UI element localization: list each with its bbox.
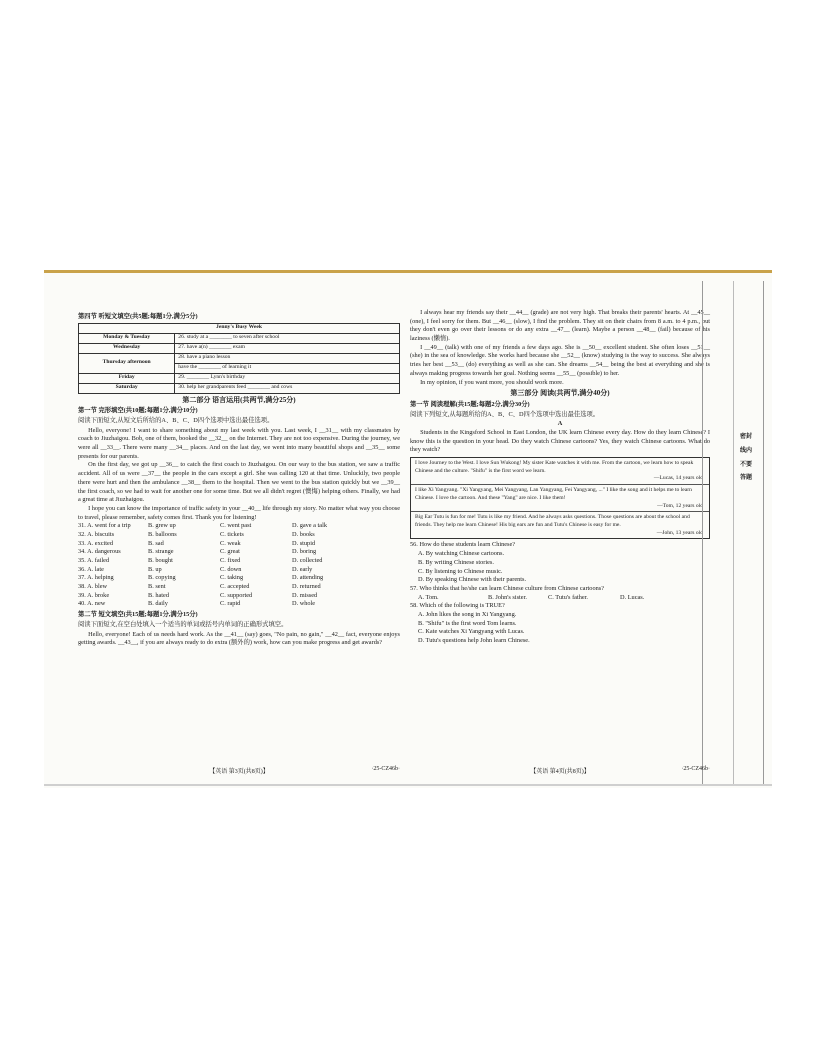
quote-entry (411, 512, 709, 538)
part-2-title: 第二部分 语言运用(共两节,满分25分) (182, 395, 296, 404)
answer-option: B. John's sister. (488, 593, 527, 601)
right-code: ·25-CZ46b· (681, 766, 710, 772)
question-58: 58. Which of the following is TRUE? (410, 602, 505, 610)
option: D. collected (292, 557, 323, 565)
cloze-instructions: 阅读下面短文,从短文后所给的A、B、C、D四个选项中选出最佳选项。 (78, 417, 274, 425)
fill-blank-paragraph: Hello, everyone! Each of us needs hard work. As the __41__ (say) goes, "No pain, no gain," __42__ fact, everyone enjoys getting awards. __43__, if you are always ready to do extra (额外的) work, how can you make progress and get awards? (78, 630, 400, 647)
quote-text: I like Xi Yangyang. "Xi Yangyang, Mei Yangyang, Lan Yangyang, Fei Yangyang, ..." I like the song and it helps me to learn Chinese. I love the cartoon. And these "Yang" are nice. I like them! (415, 487, 692, 501)
answer-option: A. John likes the song in Xi Yangyang. (418, 610, 517, 618)
sheet-bottom-edge (44, 784, 772, 786)
cloze-paragraph-2: On the first day, we got up __36__ to catch the first coach to Jiuzhaigou. On our way to the bus station, we saw a traffic accident. All of us were __37__ the people in the cars except a girl. She was calling 120 at that time. Unluckily, two people there were hurt and then the ambulance __38__ them to the hospital. Then we went to the bus station quickly but we __39__ the first coach, so we had to wait for another one for some time. But we all didn't regret (懊悔) helping others. Finally, we had a great time at Jiuzhaigou. (78, 461, 400, 504)
option: 35. A. failed (78, 557, 110, 565)
reading-instructions: 阅读下列短文,从每题所给的A、B、C、D四个选项中选出最佳选项。 (410, 410, 600, 418)
option: C. down (220, 565, 242, 573)
option: B. sad (148, 539, 164, 547)
quote-text: I love Journey to the West. I love Sun Wukong! My sister Kate watches it with me. From the cartoon, we learn how to speak Chinese and the culture. "Shifu" is the first word we learn. (415, 459, 694, 474)
quote-entry (411, 485, 709, 512)
answer-option: A. By watching Chinese cartoons. (418, 550, 505, 558)
table-cell: 26. study at a ________ to seven after school (175, 333, 400, 343)
seal-line-strip (702, 281, 764, 785)
table-day: Monday & Tuesday (79, 333, 175, 343)
table-day: Thursday afternoon (79, 353, 175, 373)
left-page (78, 311, 400, 648)
cloze-paragraph-3: I hope you can know the importance of traffic safety in your __40__ life through my story. No matter what way you choose to travel, please remember, safety comes first. Thank you for listening! (78, 504, 400, 521)
cloze-paragraph-1: Hello, everyone! I want to share something about my last week with you. Last week, I __31__ with my classmates by coach to Jiuzhaigou. Bob, one of them, booked the __32__ on the Internet. They are not too expensive. During the journey, we were all __33__. There were many __34__ places. And on the last day, we went into many beautiful shops and __35__ some presents for our parents. (78, 426, 400, 460)
option: 31. A. went for a trip (78, 522, 131, 530)
student-quotes-box (410, 457, 710, 539)
fill-blank-section-title: 第二节 短文填空(共15题;每题1分,满分15分) (78, 611, 198, 619)
option: 33. A. excited (78, 539, 113, 547)
option: 39. A. broke (78, 591, 110, 599)
seal-line (733, 281, 734, 785)
table-day: Saturday (79, 383, 175, 393)
option: C. weak (220, 539, 241, 547)
quote-entry (411, 458, 709, 485)
option: D. missed (292, 591, 318, 599)
exam-sheet (44, 270, 772, 788)
option: D. books (292, 530, 315, 538)
option: D. gave a talk (292, 522, 327, 530)
answer-option: C. Tutu's father. (548, 593, 588, 601)
option: C. went past (220, 522, 252, 530)
table-cell: 27. have a(n) ________ exam (175, 343, 400, 353)
part-3-title: 第三部分 阅读(共两节,满分40分) (510, 389, 610, 398)
option: C. taking (220, 574, 244, 582)
option: D. stupid (292, 539, 316, 547)
passage-intro: Students in the Kingsford School in East London, the UK learn Chinese every day. How do they learn Chinese? I know this is the question in your head. Do they watch Chinese cartoons? Yes, they watch Chinese cartoons. What do they watch? (410, 428, 710, 454)
option: B. balloons (148, 530, 177, 538)
table-title: Jenny's Busy Week (79, 323, 400, 333)
table-day: Friday (79, 373, 175, 383)
quote-text: Big Ear Tutu is fun for me! Tutu is like my friend. And he always asks questions. Those questions are about the school and friends. They help me learn Chinese! His big ears are fun and Tutu's Chinese is easy for me. (415, 514, 690, 528)
option: C. tickets (220, 530, 244, 538)
answer-option: B. By writing Chinese stories. (418, 558, 494, 566)
fill-blank-instructions: 阅读下面短文,在空白处填入一个适当的单词或括号内单词的正确形式填空。 (78, 620, 288, 628)
table-cell: 29. ________ Lynn's birthday (175, 373, 400, 383)
option: C. great (220, 548, 240, 556)
option: 40. A. new (78, 600, 106, 608)
option: D. returned (292, 583, 321, 591)
essay-paragraph-2: I __49__ (talk) with one of my friends a few days ago. She is __50__ excellent student. She often loses __51__ (she) in the sea of knowledge. She works hard because she __52__ (know) studying is the way to success. She always tries her best __53__ (do) everything as well as she can. She dreams __54__ being the best at everything and she is always making progress towards her goal. Nothing seems __55__ (possible) to her. (410, 343, 710, 377)
left-page-number: 【英语 第3页(共8页)】 (209, 769, 269, 775)
answer-option: D. Tutu's questions help John learn Chinese. (418, 637, 530, 644)
left-code: ·25-CZ46b· (371, 766, 400, 772)
option: 34. A. dangerous (78, 548, 121, 556)
option: 36. A. late (78, 565, 104, 573)
option: D. whole (292, 600, 316, 608)
right-page-number: 【英语 第4页(共8页)】 (530, 769, 590, 775)
option: D. attending (292, 574, 324, 582)
question-56: 56. How do these students learn Chinese? (410, 541, 516, 549)
reading-section-title: 第一节 阅读理解(共15题;每题2分,满分30分) (410, 400, 530, 408)
answer-option: D. By speaking Chinese with their parents. (418, 576, 527, 584)
table-cell: have the ________ of learning it (175, 363, 400, 373)
option: B. hated (148, 591, 169, 599)
essay-paragraph-1: I always hear my friends say their __44__ (grade) are not very high. That breaks their parents' hearts. At __45__ (one), I feel sorry for them. But __46__ (slow), I find the problem. They sit on their chairs from 8 a.m. to 4 p.m., but they don't even go over their lessons or do any extra __47__ (learn). Maybe a person __48__ (fail) because of his laziness (懒惰). (410, 309, 710, 343)
answer-option: C. By listening to Chinese music. (418, 567, 503, 575)
option: C. accepted (220, 583, 250, 591)
quote-signature: —John, 13 years old (656, 529, 703, 536)
right-page (410, 309, 710, 646)
jenny-week-table (78, 323, 400, 394)
table-cell: 30. help her grandparents feed ________ and cows (175, 383, 400, 393)
option: B. grew up (148, 522, 176, 530)
passage-label: A (557, 420, 563, 428)
table-day: Wednesday (79, 343, 175, 353)
option: 37. A. helping (78, 574, 114, 582)
answer-option: A. Tom. (418, 593, 439, 601)
option: 32. A. biscuits (78, 530, 115, 538)
cloze-section-title: 第一节 完形填空(共10题;每题1分,满分10分) (78, 407, 198, 415)
section-4-title: 第四节 听短文填空(共5题;每题1分,满分5分) (78, 313, 198, 320)
option: 38. A. blew (78, 583, 108, 591)
option: B. up (148, 565, 162, 573)
answer-option: D. Lucas. (620, 593, 645, 601)
answer-option: B. "Shifu" is the first word Tom learns. (418, 619, 517, 627)
seal-line-text: 密封线内不要答题 (740, 434, 753, 482)
question-57: 57. Who thinks that he/she can learn Chinese culture from Chinese cartoons? (410, 584, 604, 592)
cloze-options (78, 522, 400, 609)
option: C. supported (220, 591, 253, 599)
quote-signature: —Lucas, 14 years old (653, 475, 703, 482)
option: B. sent (148, 583, 166, 591)
option: D. early (292, 565, 313, 573)
option: B. strange (148, 548, 174, 556)
q57-options (410, 594, 710, 603)
option: C. fixed (220, 557, 241, 565)
option: B. copying (148, 574, 176, 582)
essay-paragraph-3: In my opinion, if you want more, you should work more. (420, 378, 564, 386)
quote-signature: —Tom, 12 years old (657, 502, 703, 509)
answer-option: C. Kate watches Xi Yangyang with Lucas. (418, 628, 525, 636)
option: B. bought (148, 557, 173, 565)
option: C. rapid (220, 600, 241, 608)
option: D. boring (292, 548, 317, 556)
option: B. daily (148, 600, 168, 608)
table-cell: 28. have a piano lesson (175, 353, 400, 363)
